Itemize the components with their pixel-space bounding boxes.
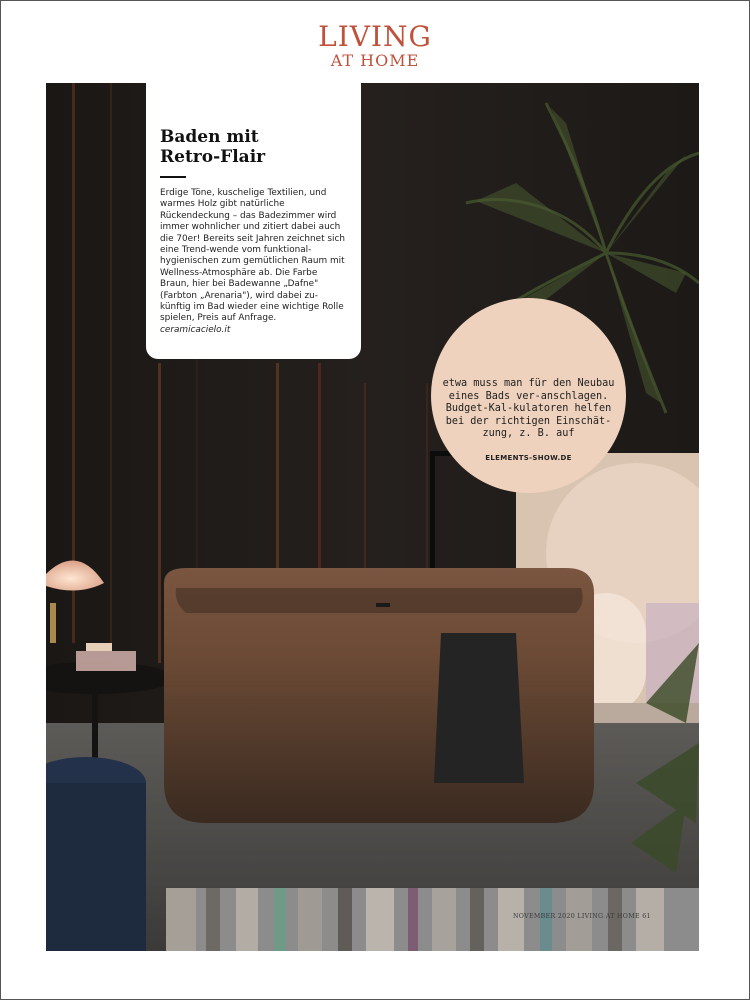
article-source: ceramicacielo.it	[160, 324, 231, 335]
page-footer: NOVEMBER 2020 LIVING AT HOME 61	[513, 913, 651, 920]
headline-divider	[160, 176, 186, 178]
logo-line-living: LIVING	[318, 20, 432, 53]
bathroom-photo	[46, 83, 699, 951]
article-body-text: Erdige Töne, kuschelige Textilien, und warmes Holz gibt natürliche Rückendeckung – das Badezimmer wird immer wohnlicher und zitiert dabei auch die 70er! Bereits seit Jahren zeichnet sich eine Trend-wende vom funktional-hygienischen zum gemütlichen Raum mit Wellness-Atmosphäre ab. Die Farbe Braun, hier bei Badewanne „Dafne" (Farbton „Arenaria"), wird dabei zu-künftig im Bad wieder eine wichtige Rolle spielen, Preis auf Anfrage.	[160, 188, 345, 324]
logo-line-at-home: AT HOME	[330, 51, 420, 70]
magazine-logo	[1, 20, 749, 70]
info-circle-source: ELEMENTS-SHOW.DE	[485, 454, 572, 462]
article-text-box	[146, 83, 361, 359]
info-circle-text: etwa muss man für den Neubau eines Bads ver-anschlagen. Budget-Kal-kulatoren helfen bei der richtigen Einschät-zung, z. B. auf	[442, 378, 615, 440]
article-body	[160, 188, 348, 336]
article-headline: Baden mit Retro-Flair	[160, 127, 266, 167]
